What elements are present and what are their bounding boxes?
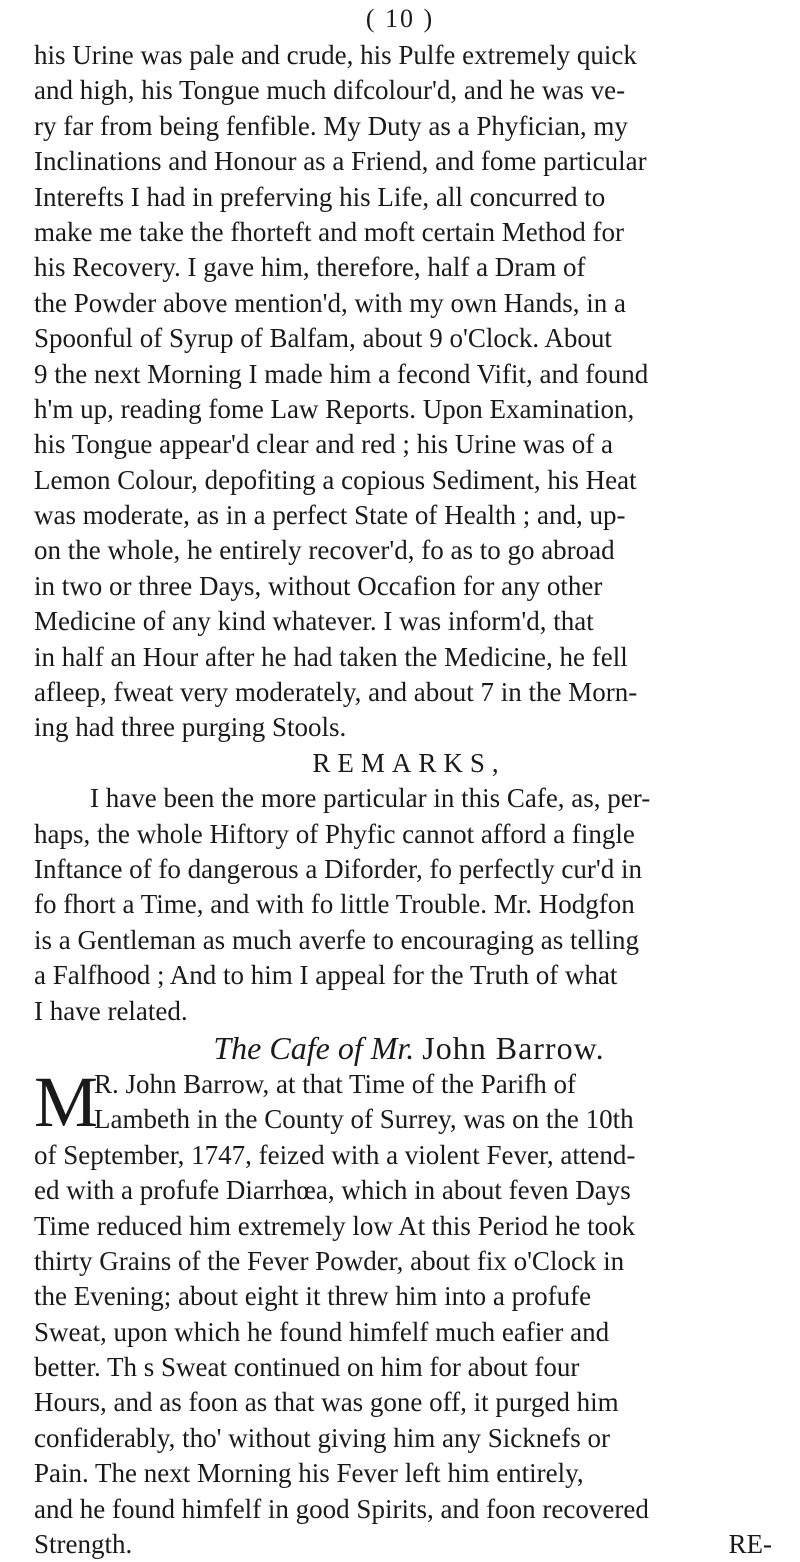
text-line [34,1527,784,1562]
catchword: RE- [728,1529,772,1560]
text-line: thirty Grains of the Fever Powder, about fix o'Clock in [34,1245,625,1276]
text-line: ing had three purging Stools. [34,712,347,743]
text-line: R. John Barrow, at that Time of the Parifh of [94,1068,576,1099]
text-line: make me take the fhorteft and moft certain Method for [34,216,625,247]
text-line: of September, 1747, feized with a violent Fever, attend- [34,1139,636,1170]
text-line: ry far from being fenfible. My Duty as a Phyfician, my [34,110,628,141]
remarks-heading: REMARKS, [312,747,506,778]
text-line: fo fhort a Time, and with fo little Trouble. Mr. Hodgfon [34,889,635,920]
text-line: ed with a profufe Diarrhœa, which in about feven Days [34,1175,631,1206]
text-line: Spoonful of Syrup of Balfam, about 9 o'Clock. About [34,323,612,354]
text-line: Sweat, upon which he found himfelf much eafier and [34,1316,610,1347]
text-line: confiderably, tho' without giving him any Sicknefs or [34,1422,611,1453]
case-2-text [34,1061,784,1562]
text-line: Inftance of fo dangerous a Diforder, fo perfectly cur'd in [34,853,643,884]
text-line: afleep, fweat very moderately, and about 7 in the Morn- [34,677,638,708]
text-line: I have been the more particular in this Cafe, as, per- [90,783,651,814]
text-line: Medicine of any kind whatever. I was inform'd, that [34,606,594,637]
remarks-text [34,781,784,1029]
case-2-heading [34,1029,784,1067]
text-line: Hours, and as foon as that was gone off, it purged him [34,1387,619,1418]
text-line: Lambeth in the County of Surrey, was on the 10th [94,1104,634,1135]
text-line: on the whole, he entirely recover'd, fo as to go abroad [34,535,615,566]
case-2-heading-prefix: The Cafe of Mr. [213,1029,415,1066]
drop-cap-initial: M [34,1061,99,1142]
text-line: the Powder above mention'd, with my own Hands, in a [34,287,627,318]
text-line: a Falfhood ; And to him I appeal for the Truth of what [34,960,618,991]
text-line: is a Gentleman as much averfe to encouraging as telling [34,924,640,955]
text-line: Interefts I had in preferving his Life, all concurred to [34,181,606,212]
text-line: better. Th s Sweat continued on him for about four [34,1352,580,1383]
case-2-heading-name: John Barrow. [422,1029,605,1066]
text-line: was moderate, as in a perfect State of Health ; and, up- [34,500,626,531]
case-1-text [34,38,784,746]
text-line-end: Strength. [34,1529,133,1560]
text-line: in two or three Days, without Occafion for any other [34,570,603,601]
text-line: his Urine was pale and crude, his Pulfe extremely quick [34,40,637,70]
text-line: the Evening; about eight it threw him into a profufe [34,1281,592,1312]
text-line: his Recovery. I gave him, therefore, half a Dram of [34,252,586,283]
page-body [34,38,784,1562]
text-line: 9 the next Morning I made him a fecond Vifit, and found [34,358,649,389]
text-line: Pain. The next Morning his Fever left him entirely, [34,1458,584,1489]
text-line: and he found himfelf in good Spirits, and foon recovered [34,1493,649,1524]
text-line: Time reduced him extremely low At this Period he took [34,1210,636,1241]
text-line: Inclinations and Honour as a Friend, and fome particular [34,146,647,177]
page-number: ( 10 ) [365,4,435,33]
text-line: and high, his Tongue much difcolour'd, and he was ve- [34,75,626,106]
text-line: haps, the whole Hiftory of Phyfic cannot afford a fingle [34,818,635,849]
text-line: h'm up, reading fome Law Reports. Upon Examination, [34,393,635,424]
text-line: Lemon Colour, depofiting a copious Sediment, his Heat [34,464,637,495]
text-line: his Tongue appear'd clear and red ; his Urine was of a [34,429,614,460]
text-line: I have related. [34,995,188,1026]
text-line: in half an Hour after he had taken the Medicine, he fell [34,641,628,672]
